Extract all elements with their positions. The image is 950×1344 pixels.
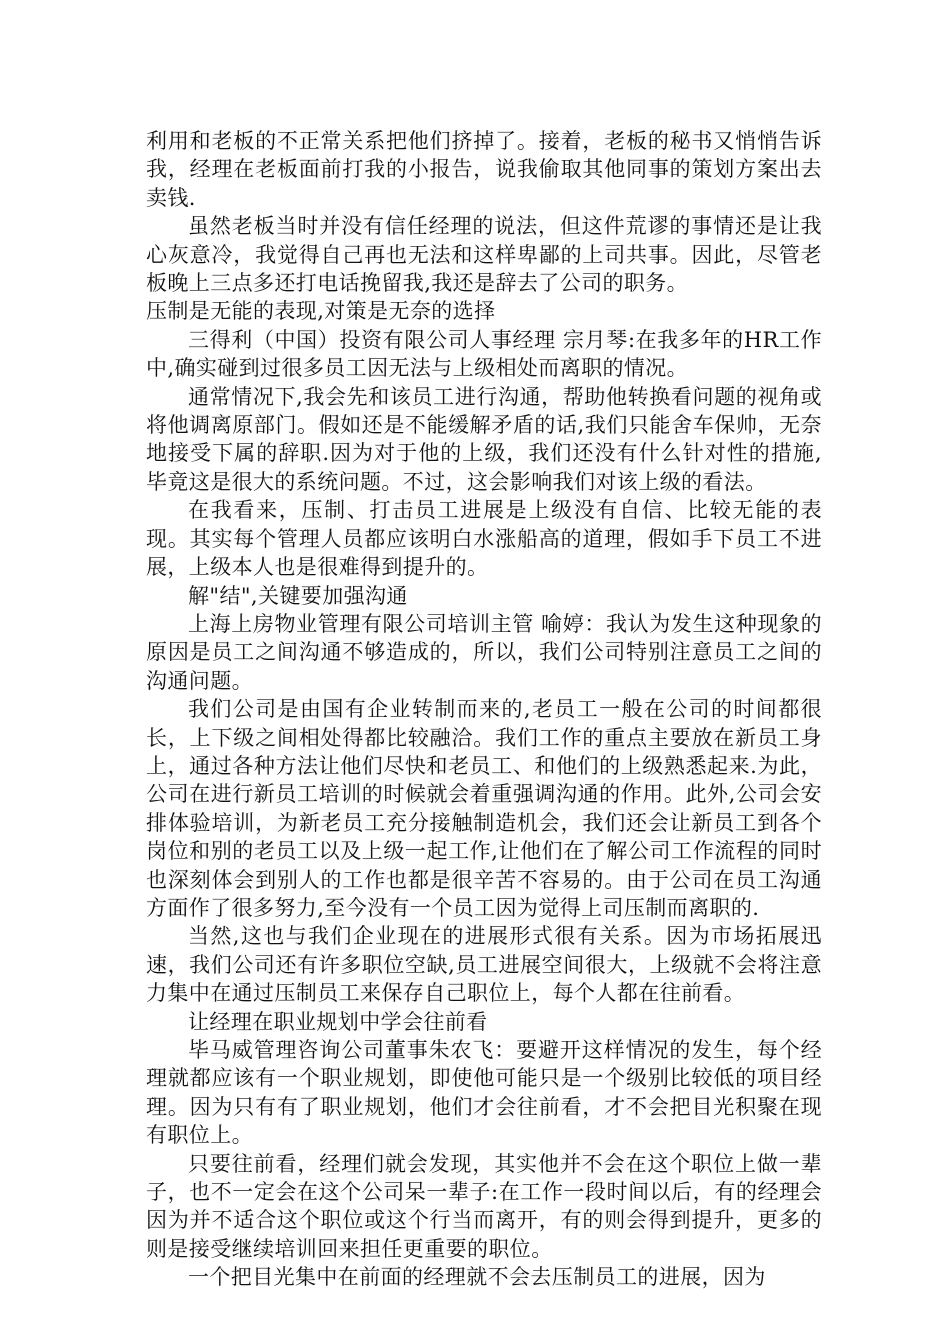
section-heading-2: 解"结",关键要加强沟通 [188, 583, 408, 608]
paragraph-6: 上海上房物业管理有限公司培训主管 喻婷：我认为发生这种现象的原因是员工之间沟通不够造成的，所以，我们公司特别注意员工之间的沟通问题。 [146, 611, 822, 693]
section-heading-3: 让经理在职业规划中学会往前看 [188, 1009, 488, 1034]
paragraph-4: 通常情况下,我会先和该员工进行沟通，帮助他转换看问题的视角或将他调离原部门。假如还是不能缓解矛盾的话,我们只能舍车保帅，无奈地接受下属的辞职.因为对于他的上级，我们还没有什么针对性的措施,毕竟这是很大的系统问题。不过，这会影响我们对该上级的看法。 [146, 384, 822, 494]
paragraph-3: 三得利（中国）投资有限公司人事经理 宗月琴:在我多年的HR工作中,确实碰到过很多员工因无法与上级相处而离职的情况。 [146, 327, 822, 381]
paragraph-1: 利用和老板的不正常关系把他们挤掉了。接着，老板的秘书又悄悄告诉我，经理在老板面前打我的小报告，说我偷取其他同事的策划方案出去卖钱. [146, 129, 822, 210]
paragraph-7: 我们公司是由国有企业转制而来的,老员工一般在公司的时间都很长，上下级之间相处得都比较融洽。我们工作的重点主要放在新员工身上，通过各种方法让他们尽快和老员工、和他们的上级熟悉起来.为此，公司在进行新员工培训的时候就会着重强调沟通的作用。此外,公司会安排体验培训，为新老员工充分接触制造机会，我们还会让新员工到各个岗位和别的老员工以及上级一起工作,让他们在了解公司工作流程的同时也深刻体会到别人的工作也都是很辛苦不容易的。由于公司在员工沟通方面作了很多努力,至今没有一个员工因为觉得上司压制而离职的. [146, 697, 822, 920]
document-page [146, 127, 822, 1292]
paragraph-8: 当然,这也与我们企业现在的进展形式很有关系。因为市场拓展迅速，我们公司还有许多职位空缺,员工进展空间很大，上级就不会将注意力集中在通过压制员工来保存自己职位上，每个人都在往前看。 [146, 924, 822, 1006]
paragraph-9: 毕马威管理咨询公司董事朱农飞：要避开这样情况的发生，每个经理就都应该有一个职业规划，即使他可能只是一个级别比较低的项目经理。因为只有有了职业规划，他们才会往前看，才不会把目光积聚在现有职位上。 [146, 1038, 822, 1148]
paragraph-2: 虽然老板当时并没有信任经理的说法，但这件荒谬的事情还是让我心灰意冷，我觉得自己再也无法和这样卑鄙的上司共事。因此，尽管老板晚上三点多还打电话挽留我,我还是辞去了公司的职务。 [146, 214, 822, 296]
paragraph-11: 一个把目光集中在前面的经理就不会去压制员工的进展，因为 [188, 1265, 766, 1290]
paragraph-10: 只要往前看，经理们就会发现，其实他并不会在这个职位上做一辈子，也不一定会在这个公司呆一辈子:在工作一段时间以后，有的经理会因为并不适合这个职位或这个行当而离开，有的则会得到提升，更多的则是接受继续培训回来担任更重要的职位。 [146, 1151, 822, 1261]
section-heading-1: 压制是无能的表现,对策是无奈的选择 [146, 299, 496, 324]
paragraph-5: 在我看来，压制、打击员工进展是上级没有自信、比较无能的表现。其实每个管理人员都应该明白水涨船高的道理，假如手下员工不进展，上级本人也是很难得到提升的。 [146, 498, 822, 580]
